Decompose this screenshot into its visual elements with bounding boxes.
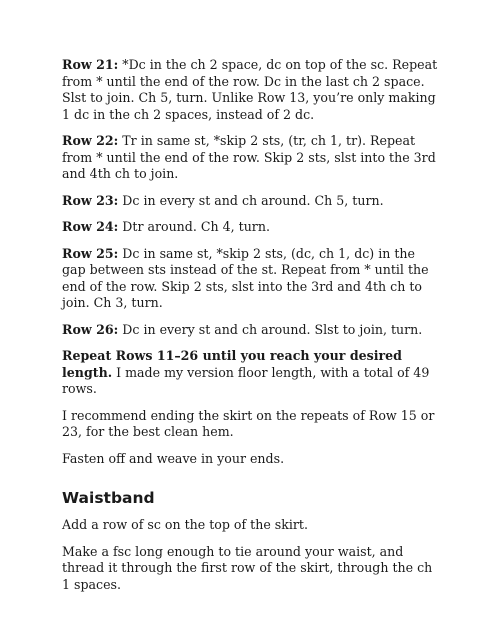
- row-text: *Dc in the ch 2 space, dc on top of the sc. Repeat from * until the end of the row. Dc in the last ch 2 space. Slst to join. Ch 5, turn. Unlike Row 13, you’re only making 1 dc in the ch 2 spaces, instead of 2 dc.: [62, 57, 438, 122]
- waistband-heading: Waistband: [62, 489, 155, 507]
- row-label: Row 22:: [62, 133, 119, 148]
- row-22-instruction: [62, 133, 442, 183]
- row-text: Dtr around. Ch 4, turn.: [118, 219, 270, 234]
- row-text: Tr in same st, *skip 2 sts, (tr, ch 1, tr). Repeat from * until the end of the row. Skip 2 sts, slst into the 3rd and 4th ch to join.: [62, 133, 436, 181]
- row-25-instruction: [62, 246, 442, 312]
- recommend-paragraph: I recommend ending the skirt on the repeats of Row 15 or 23, for the best clean hem.: [62, 407, 435, 439]
- document-page: [62, 57, 442, 603]
- row-label: Row 25:: [62, 245, 119, 261]
- row-text: Dc in same st, *skip 2 sts, (dc, ch 1, dc) in the gap between sts instead of the st. Repeat from * until the end of the row. Skip 2 sts, slst into the 3rd and 4th ch to join. Ch 3, turn.: [62, 245, 429, 310]
- repeat-instruction: [62, 348, 442, 398]
- repeat-bold-text: Repeat Rows 11–26 until you reach your desired length.: [62, 348, 402, 380]
- row-label: Row 21:: [62, 57, 119, 72]
- row-24-instruction: [62, 219, 442, 236]
- row-21-instruction: [62, 57, 442, 123]
- row-label: Row 24:: [62, 219, 119, 234]
- row-label: Row 23:: [62, 192, 119, 208]
- fasten-paragraph: Fasten off and weave in your ends.: [62, 450, 285, 466]
- row-text: Dc in every st and ch around. Slst to join, turn.: [118, 321, 423, 337]
- row-26-instruction: [62, 322, 442, 339]
- row-label: Row 26:: [62, 321, 119, 337]
- row-23-instruction: [62, 193, 442, 210]
- row-text: Dc in every st and ch around. Ch 5, turn.: [118, 192, 384, 208]
- repeat-text: I made my version floor length, with a total of 49 rows.: [62, 364, 430, 396]
- waistband-paragraph-1: Add a row of sc on the top of the skirt.: [62, 517, 308, 532]
- waistband-paragraph-2: Make a fsc long enough to tie around your waist, and thread it through the first row of the skirt, through the ch 1 spaces.: [62, 543, 433, 592]
